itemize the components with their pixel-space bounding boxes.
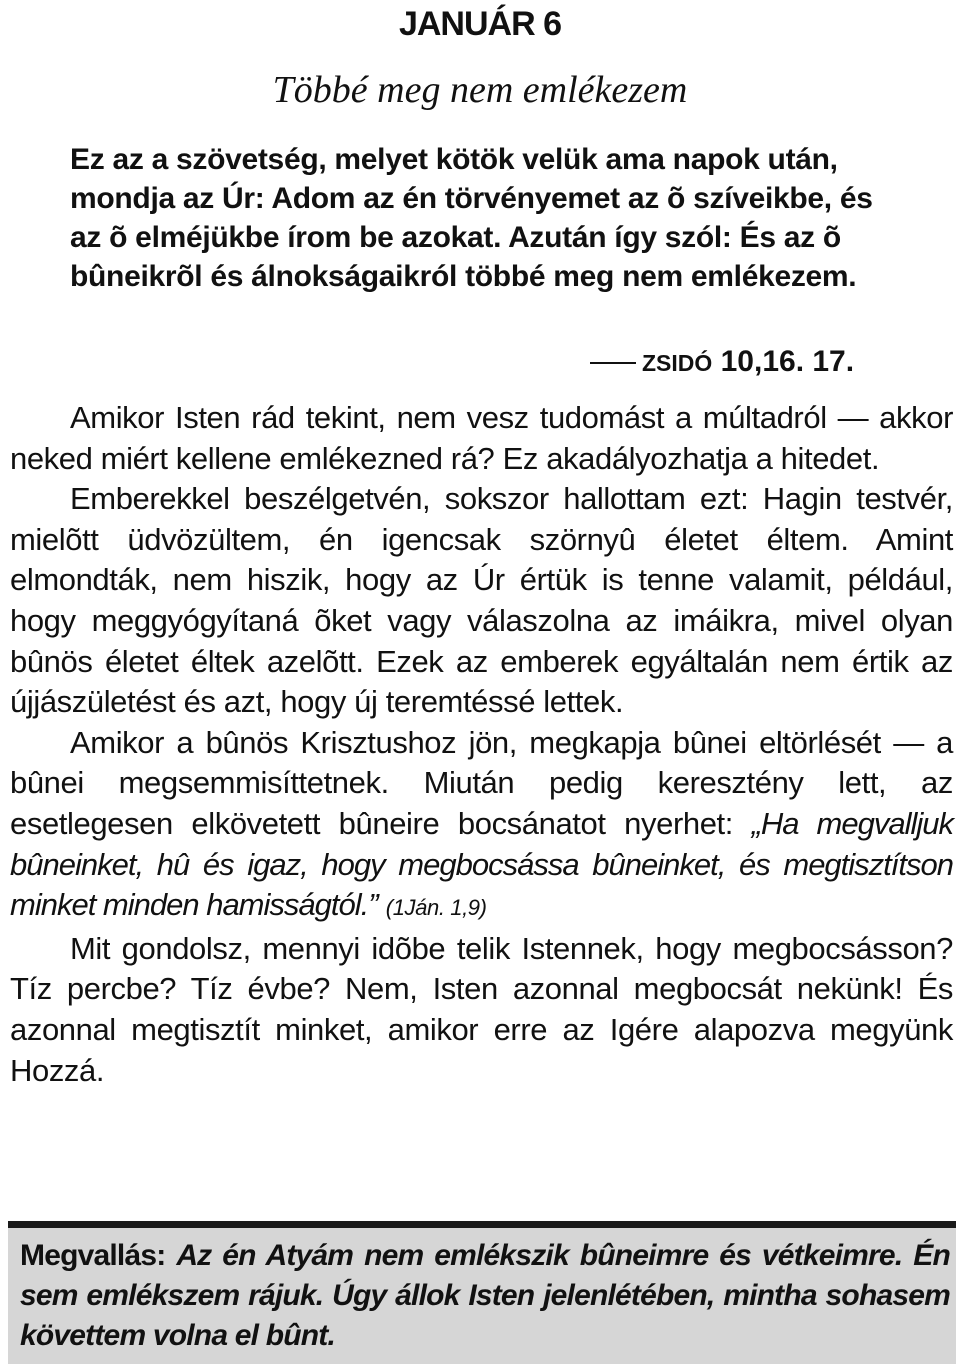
scripture-reference [590, 342, 854, 383]
confession-box [8, 1228, 956, 1364]
paragraph-1: Amikor Isten rád tekint, nem vesz tudomást a múltadról — akkor neked miért kellene emlékezned rá? Ez akadályozhatja a hitedet. [10, 400, 953, 476]
scripture-verse: Ez az a szövetség, melyet kötök velük ama napok után, mondja az Úr: Adom az én törvényemet az õ szíveikbe, és az õ elméjükbe írom be azokat. Azután így szól: És az õ bûneikrõl és álnokságaikról többé meg nem emlékezem. [70, 143, 873, 293]
bible-quote: „Ha megvalljuk bûneinket, hû és igaz, hogy megbocsássa bûneinket, és megtisztítson minket minden hamisságtól.” [10, 805, 953, 923]
paragraph-3-text: Amikor a bûnös Krisztushoz jön, megkapja bûnei eltörlését — a bûnei megsemmisíttetnek. Miután pedig keresztény lett, az esetlegesen elkövetett bûneire bocsánatot nyerhet: [10, 724, 953, 841]
page-title: JANUÁR 6 [398, 5, 562, 43]
reference-numbers: 10,16. 17. [720, 345, 855, 378]
confession-label: Megvallás: [20, 1239, 166, 1272]
body-text [10, 398, 953, 1091]
reference-book: ZSIDÓ [642, 350, 713, 376]
page-subtitle: Többé meg nem emlékezem [272, 69, 688, 111]
paragraph-4: Mit gondolsz, mennyi idõbe telik Istennek, hogy megbocsásson? Tíz percbe? Tíz évbe? Nem, Isten azonnal megbocsát nekünk! És azonnal megtisztít minket, amikor erre az Igére alapozva megyünk Hozzá. [10, 930, 953, 1088]
paragraph-2: Emberekkel beszélgetvén, sokszor hallottam ezt: Hagin testvér, mielõtt üdvözültem, én igencsak szörnyû életet éltem. Amint elmondták, nem hiszik, hogy az Úr értük is tenne valamit, például, hogy meggyógyítaná õket vagy válaszolna az imáikra, mivel olyan bûnös életet éltek azelõtt. Ezek az emberek egyáltalán nem értik az újjászületést és azt, hogy új teremtéssé lettek. [10, 481, 953, 720]
paragraph-3 [10, 723, 953, 929]
divider-rule [8, 1221, 956, 1228]
bible-quote-reference: (1Ján. 1,9) [385, 895, 487, 921]
confession-text: Az én Atyám nem emlékszik bûneimre és vétkeimre. Én sem emlékszem rájuk. Úgy állok Isten jelenlétében, mintha sohasem követtem volna el bûnt. [20, 1239, 950, 1352]
em-dash [590, 362, 636, 364]
confession-content [20, 1236, 950, 1356]
